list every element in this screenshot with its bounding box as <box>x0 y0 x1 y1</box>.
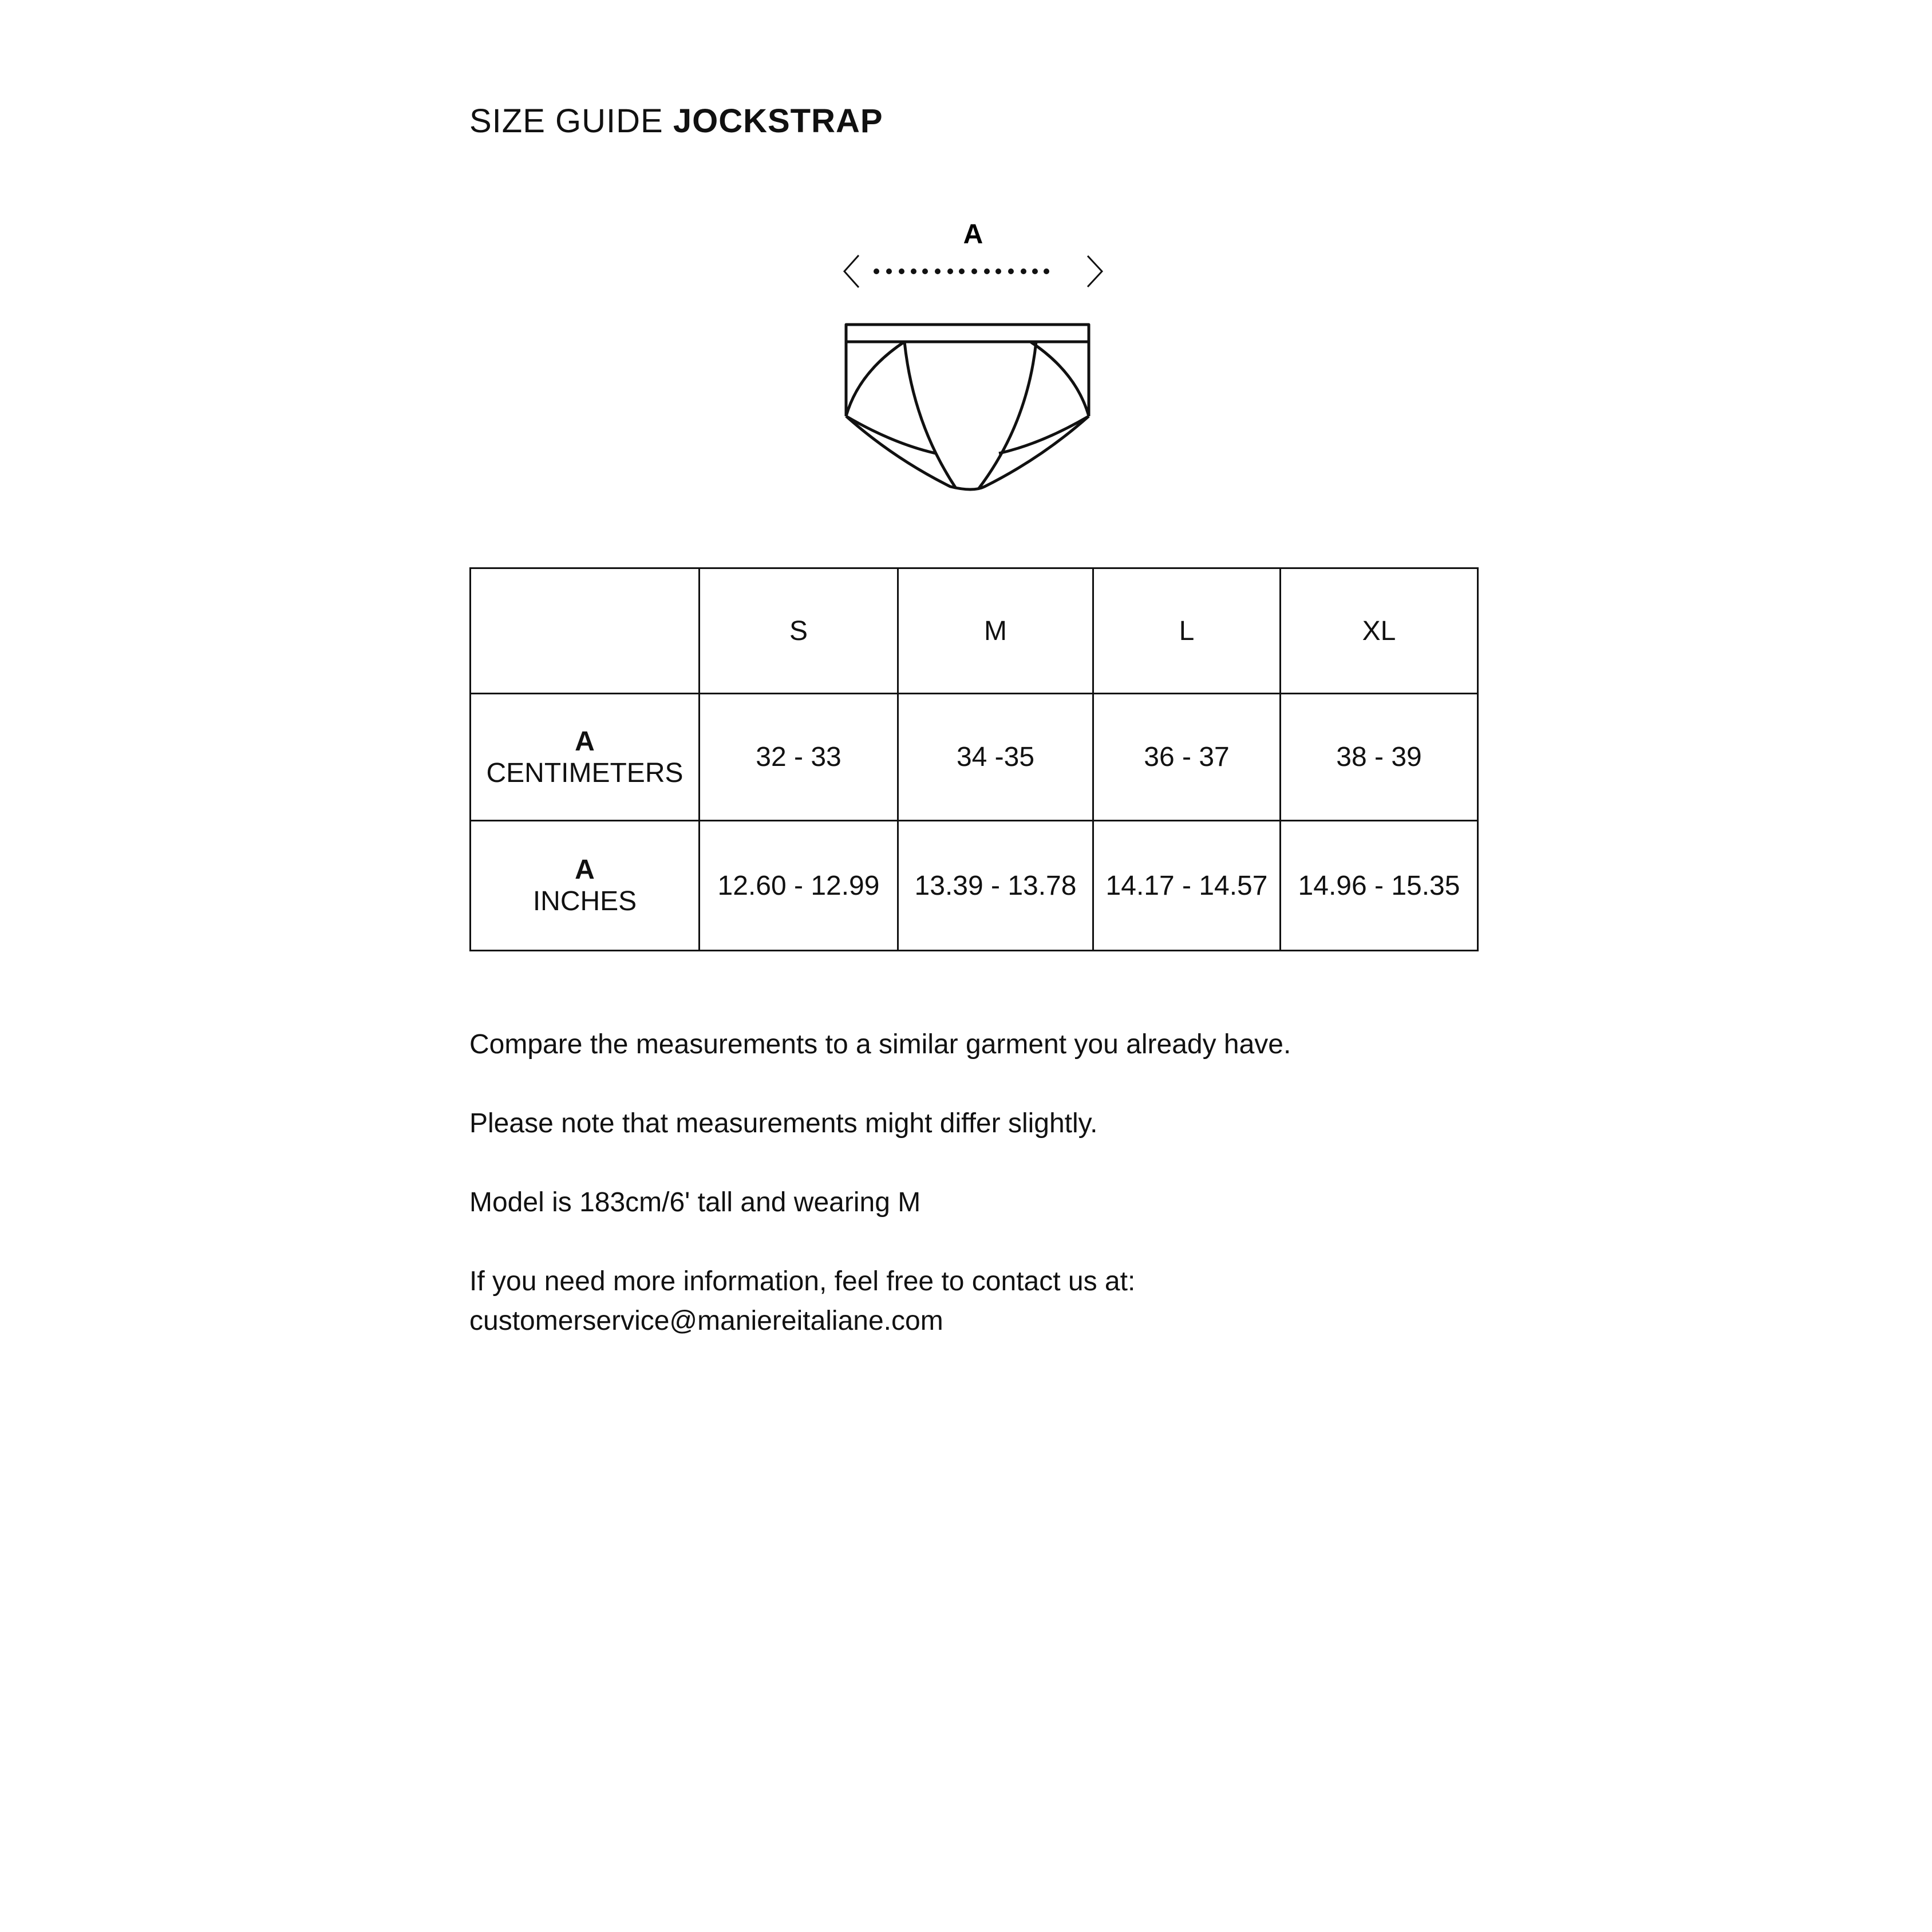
row-label-inches <box>471 821 700 951</box>
row-unit: CENTIMETERS <box>486 757 683 788</box>
cell-value: 34 -35 <box>898 694 1093 821</box>
jockstrap-garment-icon <box>824 212 1122 498</box>
cell-value: 12.60 - 12.99 <box>700 821 898 951</box>
row-label-centimeters <box>471 694 700 821</box>
size-table <box>469 567 1479 951</box>
page-title <box>469 102 883 140</box>
header-empty <box>471 568 700 694</box>
title-product: JOCKSTRAP <box>673 102 883 140</box>
notes <box>469 1025 1291 1341</box>
table-row <box>471 694 1478 821</box>
title-prefix: SIZE GUIDE <box>469 102 663 140</box>
cell-value: 14.17 - 14.57 <box>1093 821 1281 951</box>
header-size-s: S <box>700 568 898 694</box>
note-model: Model is 183cm/6' tall and wearing M <box>469 1187 921 1218</box>
row-letter: A <box>575 855 595 885</box>
cell-value: 36 - 37 <box>1093 694 1281 821</box>
note-compare: Compare the measurements to a similar garment you already have. <box>469 1029 1291 1060</box>
row-letter: A <box>575 726 595 757</box>
table-row <box>471 821 1478 951</box>
garment-diagram <box>824 212 1122 501</box>
measure-label: A <box>963 219 983 250</box>
table-header-row <box>471 568 1478 694</box>
note-differ: Please note that measurements might differ slightly. <box>469 1108 1098 1139</box>
cell-value: 32 - 33 <box>700 694 898 821</box>
header-size-l: L <box>1093 568 1281 694</box>
cell-value: 13.39 - 13.78 <box>898 821 1093 951</box>
note-contact: If you need more information, feel free to contact us at: <box>469 1266 1136 1297</box>
header-size-m: M <box>898 568 1093 694</box>
row-unit: INCHES <box>532 886 637 916</box>
cell-value: 38 - 39 <box>1281 694 1478 821</box>
measure-dots <box>874 268 1049 274</box>
cell-value: 14.96 - 15.35 <box>1281 821 1478 951</box>
contact-email-link[interactable]: customerservice@maniereitaliane.com <box>469 1306 943 1336</box>
header-size-xl: XL <box>1281 568 1478 694</box>
